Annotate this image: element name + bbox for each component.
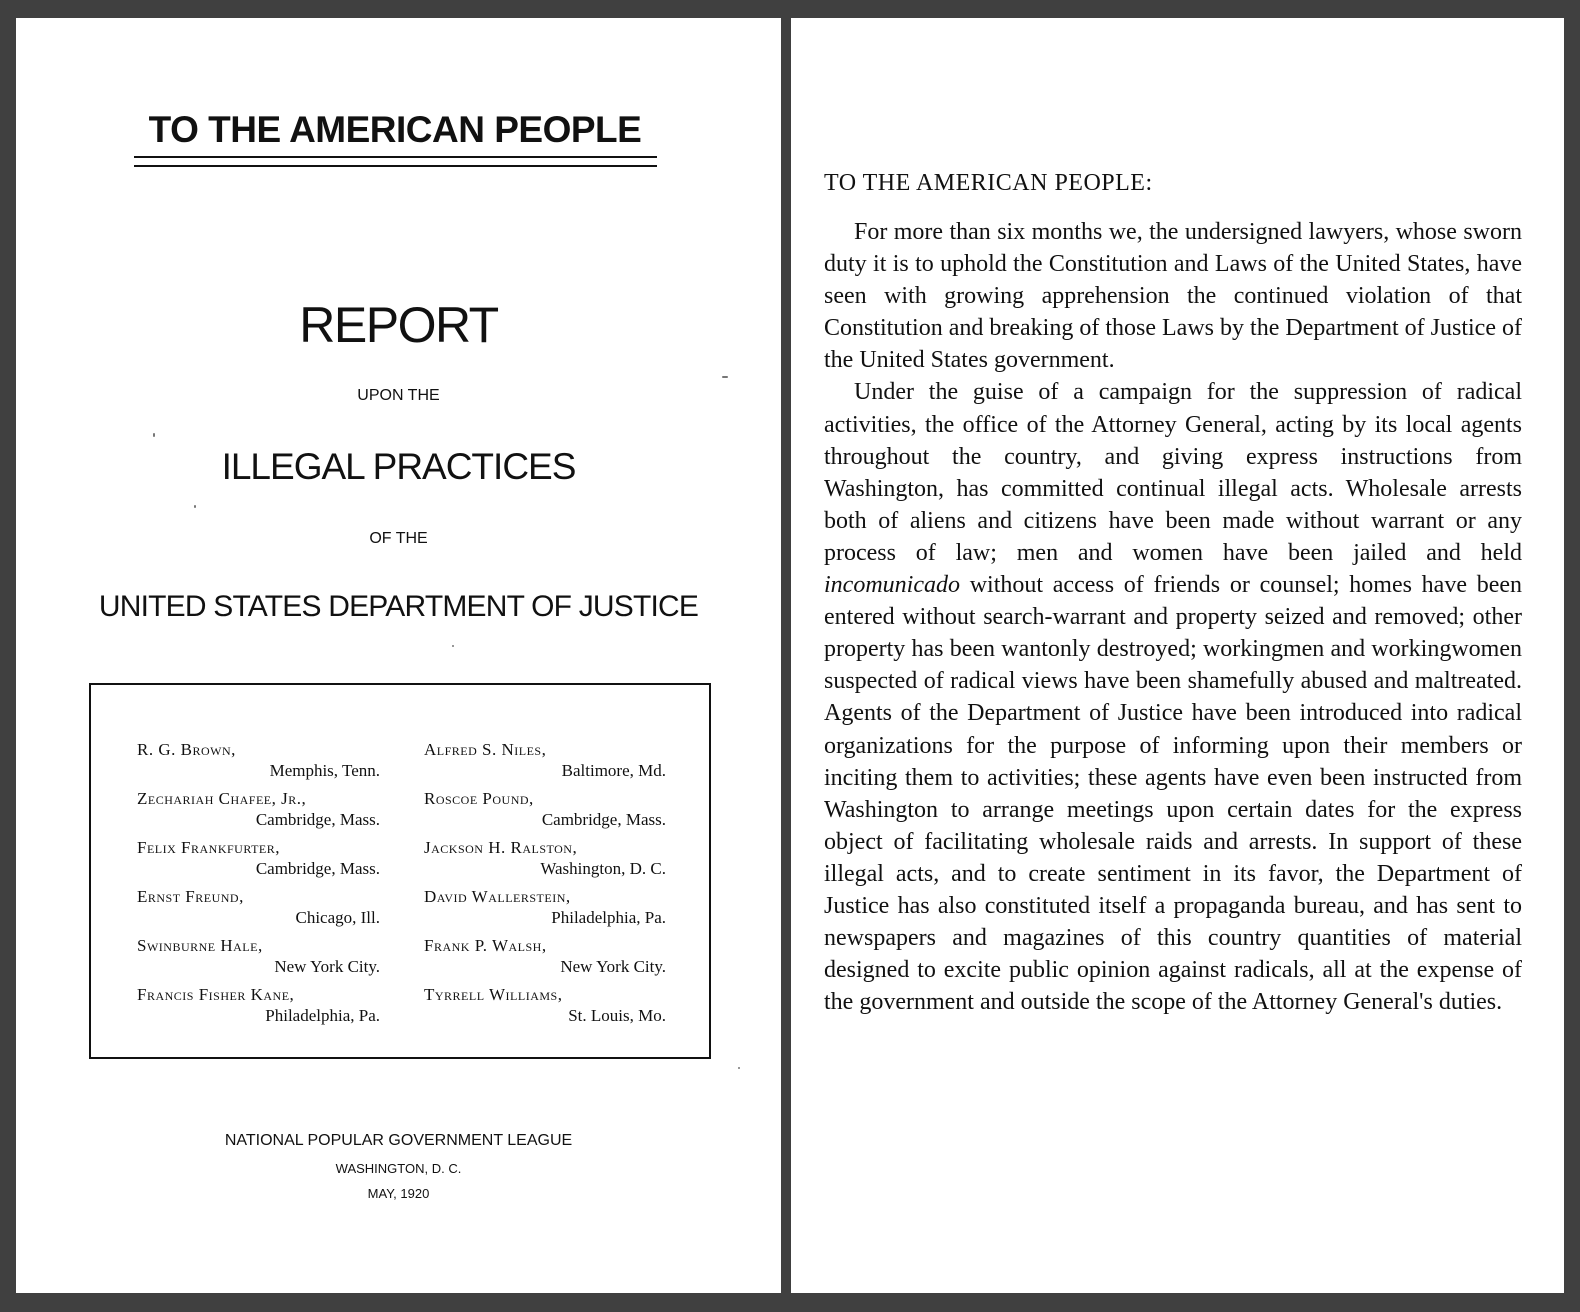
signer-name: Ernst Freund, bbox=[137, 887, 244, 906]
signer-place: St. Louis, Mo. bbox=[568, 1006, 666, 1025]
scan-speck bbox=[194, 505, 196, 508]
signer-name: Frank P. Walsh, bbox=[424, 936, 547, 955]
letter-salutation: TO THE AMERICAN PEOPLE: bbox=[824, 170, 1153, 196]
signer-name: Swinburne Hale, bbox=[137, 936, 263, 955]
signer-name: Jackson H. Ralston, bbox=[424, 838, 578, 857]
signer-name: Roscoe Pound, bbox=[424, 789, 534, 808]
signer-place: New York City. bbox=[560, 957, 666, 976]
signer-left-5 bbox=[137, 935, 380, 977]
signer-name: Felix Frankfurter, bbox=[137, 838, 281, 857]
signer-name: Tyrrell Williams, bbox=[424, 985, 563, 1004]
report-title: REPORT bbox=[299, 297, 498, 353]
cover-header: TO THE AMERICAN PEOPLE bbox=[148, 109, 642, 150]
department-title: UNITED STATES DEPARTMENT OF JUSTICE bbox=[98, 590, 699, 623]
signer-name: R. G. Brown, bbox=[137, 740, 236, 759]
signer-right-5 bbox=[424, 935, 666, 977]
signers-box bbox=[89, 683, 711, 1059]
signer-place: Memphis, Tenn. bbox=[269, 761, 380, 780]
signer-left-3 bbox=[137, 837, 380, 879]
cover-page bbox=[16, 18, 781, 1293]
publication-date: MAY, 1920 bbox=[367, 1186, 430, 1201]
letter-paragraph-1: For more than six months we, the undersigned lawyers, whose sworn duty it is to uphold the Constitution and Laws of the United States, have seen with growing apprehension the continued violation of that Constitution and breaking of those Laws by the Department of Justice of the United States government. bbox=[824, 219, 1522, 374]
signer-place: Washington, D. C. bbox=[540, 859, 666, 878]
signer-name: Francis Fisher Kane, bbox=[137, 985, 295, 1004]
signer-right-4 bbox=[424, 886, 666, 928]
signer-left-4 bbox=[137, 886, 380, 928]
signer-name: David Wallerstein, bbox=[424, 887, 571, 906]
signer-place: Baltimore, Md. bbox=[561, 761, 666, 780]
signer-place: Philadelphia, Pa. bbox=[265, 1006, 380, 1025]
signer-left-6 bbox=[137, 984, 380, 1026]
signer-name: Alfred S. Niles, bbox=[424, 740, 547, 759]
signer-right-6 bbox=[424, 984, 666, 1026]
letter-page bbox=[791, 18, 1564, 1293]
signer-right-1 bbox=[424, 739, 666, 781]
signer-place: Cambridge, Mass. bbox=[255, 810, 380, 829]
italic-term: incomunicado bbox=[824, 572, 960, 599]
of-the-label: OF THE bbox=[369, 530, 428, 547]
upon-the-label: UPON THE bbox=[357, 387, 440, 404]
signer-right-2 bbox=[424, 788, 666, 830]
header-double-rule bbox=[134, 156, 657, 167]
letter-paragraph-2 bbox=[824, 376, 1522, 1018]
signer-place: Chicago, Ill. bbox=[295, 908, 380, 927]
publisher-name: NATIONAL POPULAR GOVERNMENT LEAGUE bbox=[224, 1132, 573, 1149]
scan-speck bbox=[153, 433, 155, 437]
letter-body bbox=[824, 216, 1522, 1018]
signer-place: Cambridge, Mass. bbox=[541, 810, 666, 829]
signer-place: New York City. bbox=[274, 957, 380, 976]
signer-place: Cambridge, Mass. bbox=[255, 859, 380, 878]
signer-name: Zechariah Chafee, Jr., bbox=[137, 789, 307, 808]
paragraph-2-start: Under the guise of a campaign for the suppression of radical activities, the office of the Attorney General, acting by its local agents throughout the country, and giving express instructions from Washington, has committed continual illegal acts. Wholesale arrests both of aliens and citizens have been made without warrant or any process of law; men and women have been jailed and held bbox=[824, 379, 1522, 566]
scan-speck bbox=[452, 645, 454, 647]
publisher-city: WASHINGTON, D. C. bbox=[335, 1161, 462, 1176]
signer-right-3 bbox=[424, 837, 666, 879]
scan-speck bbox=[738, 1067, 740, 1069]
signer-left-1 bbox=[137, 739, 380, 781]
paragraph-2-end: without access of friends or counsel; homes have been entered without search-warrant and property seized and removed; other property has been wantonly destroyed; workingmen and workingwomen suspected of radical views have been shamefully abused and maltreated. Agents of the Department of Justice have been introduced into radical organizations for the purpose of informing upon their members or inciting them to activities; these agents have even been instructed from Washington to arrange meetings upon certain dates for the express object of facilitating wholesale raids and arrests. In support of these illegal acts, and to create sentiment in its favor, the Department of Justice has also constituted itself a propaganda bureau, and has sent to newspapers and magazines of this country quantities of material designed to excite public opinion against radicals, all at the expense of the government and outside the scope of the Attorney General's duties. bbox=[824, 572, 1523, 1016]
signer-place: Philadelphia, Pa. bbox=[551, 908, 666, 927]
signer-left-2 bbox=[137, 788, 380, 830]
scan-speck bbox=[722, 376, 728, 378]
subtitle-illegal-practices: ILLEGAL PRACTICES bbox=[221, 446, 576, 487]
